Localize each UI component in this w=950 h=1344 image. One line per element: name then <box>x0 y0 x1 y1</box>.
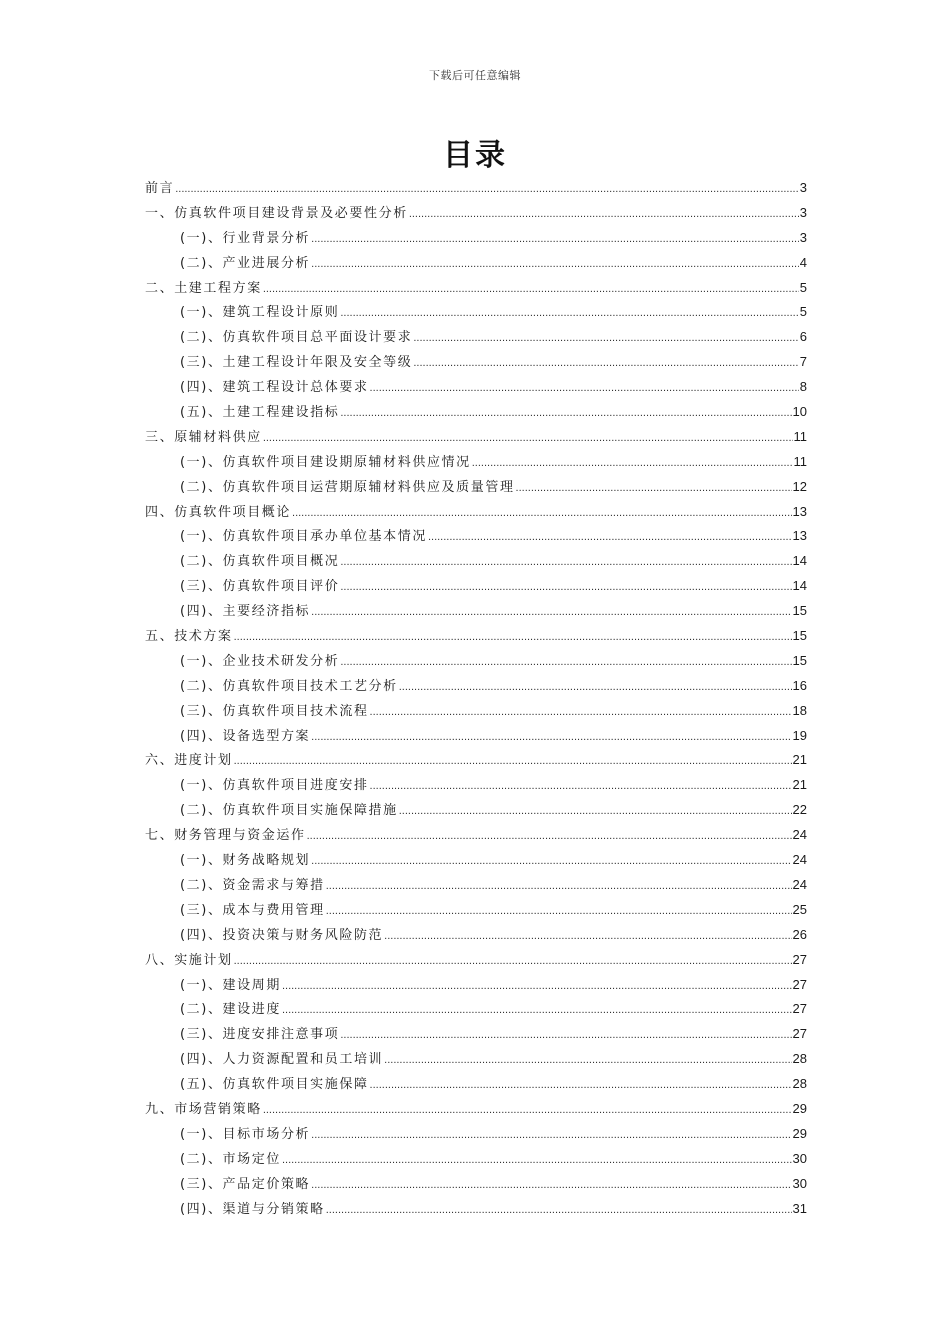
toc-page-number: 29 <box>792 1100 807 1116</box>
toc-entry[interactable] <box>145 973 807 998</box>
toc-entry-text: (三)、仿真软件项目技术流程 <box>180 703 369 719</box>
toc-entry-text: 五、技术方案 <box>145 629 233 645</box>
toc-dot-leader <box>234 949 792 974</box>
toc-entry-text: (三)、进度安排注意事项 <box>180 1027 340 1043</box>
toc-page-number: 14 <box>792 578 807 594</box>
toc-entry[interactable] <box>145 948 807 973</box>
toc-page-number: 19 <box>792 727 807 743</box>
toc-page-number: 16 <box>792 677 807 693</box>
toc-entry[interactable] <box>145 1172 807 1197</box>
toc-entry-text: 三、原辅材料供应 <box>145 429 262 445</box>
toc-page-number: 5 <box>799 304 807 320</box>
toc-entry[interactable] <box>145 251 807 276</box>
toc-entry[interactable] <box>145 674 807 699</box>
toc-page-number: 11 <box>793 453 807 469</box>
toc-dot-leader <box>340 1023 791 1048</box>
toc-entry[interactable] <box>145 997 807 1022</box>
toc-page-number: 6 <box>799 329 807 345</box>
toc-entry-text: (二)、仿真软件项目概况 <box>180 554 340 570</box>
toc-page-number: 15 <box>792 603 807 619</box>
toc-dot-leader <box>263 426 793 451</box>
toc-page-number: 27 <box>792 1026 807 1042</box>
toc-page-number: 21 <box>792 752 807 768</box>
toc-page-number: 25 <box>792 901 807 917</box>
toc-dot-leader <box>413 326 798 351</box>
toc-entry[interactable] <box>145 1122 807 1147</box>
toc-dot-leader <box>263 1098 792 1123</box>
toc-entry[interactable] <box>145 923 807 948</box>
toc-entry-text: (二)、资金需求与筹措 <box>180 877 325 893</box>
toc-page-number: 8 <box>799 379 807 395</box>
toc-dot-leader <box>292 501 792 526</box>
toc-entry-text: 二、土建工程方案 <box>145 280 262 296</box>
toc-dot-leader <box>340 401 791 426</box>
toc-entry[interactable] <box>145 873 807 898</box>
toc-dot-leader <box>370 376 799 401</box>
toc-entry-text: (二)、建设进度 <box>180 1002 281 1018</box>
toc-entry-text: 八、实施计划 <box>145 952 233 968</box>
toc-page-number: 28 <box>792 1076 807 1092</box>
toc-entry[interactable] <box>145 1022 807 1047</box>
toc-page-number: 24 <box>792 876 807 892</box>
toc-entry[interactable] <box>145 400 807 425</box>
toc-entry[interactable] <box>145 798 807 823</box>
toc-entry-text: (一)、建设周期 <box>180 977 281 993</box>
toc-page-number: 30 <box>792 1150 807 1166</box>
toc-entry[interactable] <box>145 699 807 724</box>
toc-entry-text: (五)、土建工程建设指标 <box>180 405 340 421</box>
toc-dot-leader <box>282 998 792 1023</box>
toc-entry-text: (四)、人力资源配置和员工培训 <box>180 1052 384 1068</box>
toc-dot-leader <box>370 700 792 725</box>
toc-dot-leader <box>399 799 792 824</box>
toc-entry-text: (二)、仿真软件项目总平面设计要求 <box>180 330 413 346</box>
toc-dot-leader <box>263 277 799 302</box>
toc-entry[interactable] <box>145 375 807 400</box>
toc-dot-leader <box>399 675 792 700</box>
toc-page-number: 26 <box>792 926 807 942</box>
toc-entry[interactable] <box>145 898 807 923</box>
toc-entry-text: (一)、目标市场分析 <box>180 1126 311 1142</box>
toc-page-number: 15 <box>792 652 807 668</box>
toc-dot-leader <box>311 725 791 750</box>
toc-dot-leader <box>384 1048 791 1073</box>
toc-page-number: 7 <box>799 354 807 370</box>
toc-entry-text: 七、财务管理与资金运作 <box>145 828 306 844</box>
toc-page-number: 18 <box>792 702 807 718</box>
toc-dot-leader <box>472 451 793 476</box>
toc-page-number: 13 <box>792 503 807 519</box>
toc-page-number: 14 <box>792 553 807 569</box>
toc-page-number: 22 <box>792 802 807 818</box>
toc-entry-text: (四)、渠道与分销策略 <box>180 1201 325 1217</box>
toc-entry-text: (二)、仿真软件项目技术工艺分析 <box>180 678 398 694</box>
toc-entry[interactable] <box>145 524 807 549</box>
toc-entry[interactable] <box>145 848 807 873</box>
toc-page-number: 31 <box>792 1200 807 1216</box>
toc-page-number: 3 <box>799 204 807 220</box>
toc-entry[interactable] <box>145 176 807 201</box>
toc-dot-leader <box>326 899 792 924</box>
toc-page-number: 24 <box>792 852 807 868</box>
toc-entry[interactable] <box>145 823 807 848</box>
toc-entry[interactable] <box>145 1197 807 1222</box>
toc-entry[interactable] <box>145 201 807 226</box>
toc-dot-leader <box>234 625 792 650</box>
toc-entry-text: (三)、成本与费用管理 <box>180 902 325 918</box>
toc-entry-text: (三)、仿真软件项目评价 <box>180 579 340 595</box>
toc-entry-text: (一)、仿真软件项目进度安排 <box>180 778 369 794</box>
toc-entry-text: (一)、企业技术研发分析 <box>180 653 340 669</box>
toc-dot-leader <box>340 550 791 575</box>
toc-page-number: 27 <box>792 976 807 992</box>
toc-entry[interactable] <box>145 500 807 525</box>
toc-entry[interactable] <box>145 773 807 798</box>
toc-dot-leader <box>326 874 792 899</box>
toc-entry[interactable] <box>145 1147 807 1172</box>
toc-dot-leader <box>311 1173 791 1198</box>
toc-dot-leader <box>311 849 791 874</box>
toc-entry-text: 一、仿真软件项目建设背景及必要性分析 <box>145 205 408 221</box>
toc-entry[interactable] <box>145 549 807 574</box>
toc-page-number: 30 <box>792 1175 807 1191</box>
toc-page-number: 3 <box>799 229 807 245</box>
toc-dot-leader <box>340 575 791 600</box>
toc-dot-leader <box>413 351 798 376</box>
toc-dot-leader <box>307 824 792 849</box>
toc-page-number: 3 <box>799 180 807 195</box>
toc-entry-text: (二)、仿真软件项目实施保障措施 <box>180 803 398 819</box>
toc-entry[interactable] <box>145 450 807 475</box>
toc-entry[interactable] <box>145 748 807 773</box>
toc-dot-leader <box>311 227 799 252</box>
toc-entry[interactable] <box>145 276 807 301</box>
toc-dot-leader <box>428 525 792 550</box>
toc-entry[interactable] <box>145 350 807 375</box>
toc-entry-text: (四)、投资决策与财务风险防范 <box>180 927 384 943</box>
toc-entry-text: (五)、仿真软件项目实施保障 <box>180 1077 369 1093</box>
toc-dot-leader <box>340 301 798 326</box>
toc-page-number: 5 <box>799 279 807 295</box>
toc-entry[interactable] <box>145 226 807 251</box>
toc-dot-leader <box>311 600 791 625</box>
toc-title: 目录 <box>443 138 507 173</box>
toc-entry[interactable] <box>145 724 807 749</box>
toc-entry-text: (四)、主要经济指标 <box>180 604 311 620</box>
toc-page-number: 29 <box>792 1125 807 1141</box>
toc-page-number: 10 <box>792 404 807 420</box>
toc-entry[interactable] <box>145 300 807 325</box>
toc-page-number: 4 <box>799 254 807 270</box>
toc-entry[interactable] <box>145 1072 807 1097</box>
toc-entry[interactable] <box>145 425 807 450</box>
toc-dot-leader <box>234 749 792 774</box>
toc-entry-text: (二)、市场定位 <box>180 1151 281 1167</box>
toc-entry[interactable] <box>145 574 807 599</box>
toc-entry-text: (二)、产业进展分析 <box>180 255 311 271</box>
toc-dot-leader <box>516 476 792 501</box>
toc-entry[interactable] <box>145 1097 807 1122</box>
toc-dot-leader <box>175 177 799 202</box>
toc-entry[interactable] <box>145 599 807 624</box>
toc-entry[interactable] <box>145 1047 807 1072</box>
toc-entry-text: (四)、建筑工程设计总体要求 <box>180 380 369 396</box>
toc-page-number: 12 <box>792 478 807 494</box>
toc-dot-leader <box>282 1148 792 1173</box>
toc-entry-text: (四)、设备选型方案 <box>180 728 311 744</box>
toc-entry-text: (三)、土建工程设计年限及安全等级 <box>180 355 413 371</box>
table-of-contents <box>145 176 807 1221</box>
page-header-note: 下载后可任意编辑 <box>429 69 521 82</box>
toc-page-number: 21 <box>792 777 807 793</box>
toc-dot-leader <box>384 924 791 949</box>
toc-entry-text: (一)、建筑工程设计原则 <box>180 305 340 321</box>
toc-page-number: 13 <box>792 528 807 544</box>
toc-dot-leader <box>326 1198 792 1223</box>
toc-entry-text: (一)、仿真软件项目承办单位基本情况 <box>180 529 427 545</box>
toc-entry[interactable] <box>145 475 807 500</box>
toc-entry-text: (一)、仿真软件项目建设期原辅材料供应情况 <box>180 454 471 470</box>
toc-dot-leader <box>370 774 792 799</box>
toc-entry-text: 前言 <box>145 181 175 196</box>
toc-entry-text: 六、进度计划 <box>145 753 233 769</box>
toc-entry-text: (二)、仿真软件项目运营期原辅材料供应及质量管理 <box>180 479 515 495</box>
toc-dot-leader <box>370 1073 792 1098</box>
toc-entry-text: (三)、产品定价策略 <box>180 1176 311 1192</box>
toc-entry-text: (一)、行业背景分析 <box>180 230 311 246</box>
toc-entry[interactable] <box>145 325 807 350</box>
toc-page-number: 27 <box>792 951 807 967</box>
toc-entry[interactable] <box>145 624 807 649</box>
toc-dot-leader <box>409 202 799 227</box>
toc-dot-leader <box>311 1123 791 1148</box>
toc-dot-leader <box>311 252 799 277</box>
toc-entry-text: 九、市场营销策略 <box>145 1101 262 1117</box>
toc-dot-leader <box>340 650 791 675</box>
toc-dot-leader <box>282 974 792 999</box>
toc-page-number: 15 <box>792 628 807 644</box>
toc-entry-text: (一)、财务战略规划 <box>180 853 311 869</box>
toc-entry[interactable] <box>145 649 807 674</box>
toc-page-number: 11 <box>793 428 807 444</box>
toc-page-number: 24 <box>792 827 807 843</box>
toc-entry-text: 四、仿真软件项目概论 <box>145 504 292 520</box>
toc-page-number: 28 <box>792 1051 807 1067</box>
toc-page-number: 27 <box>792 1001 807 1017</box>
